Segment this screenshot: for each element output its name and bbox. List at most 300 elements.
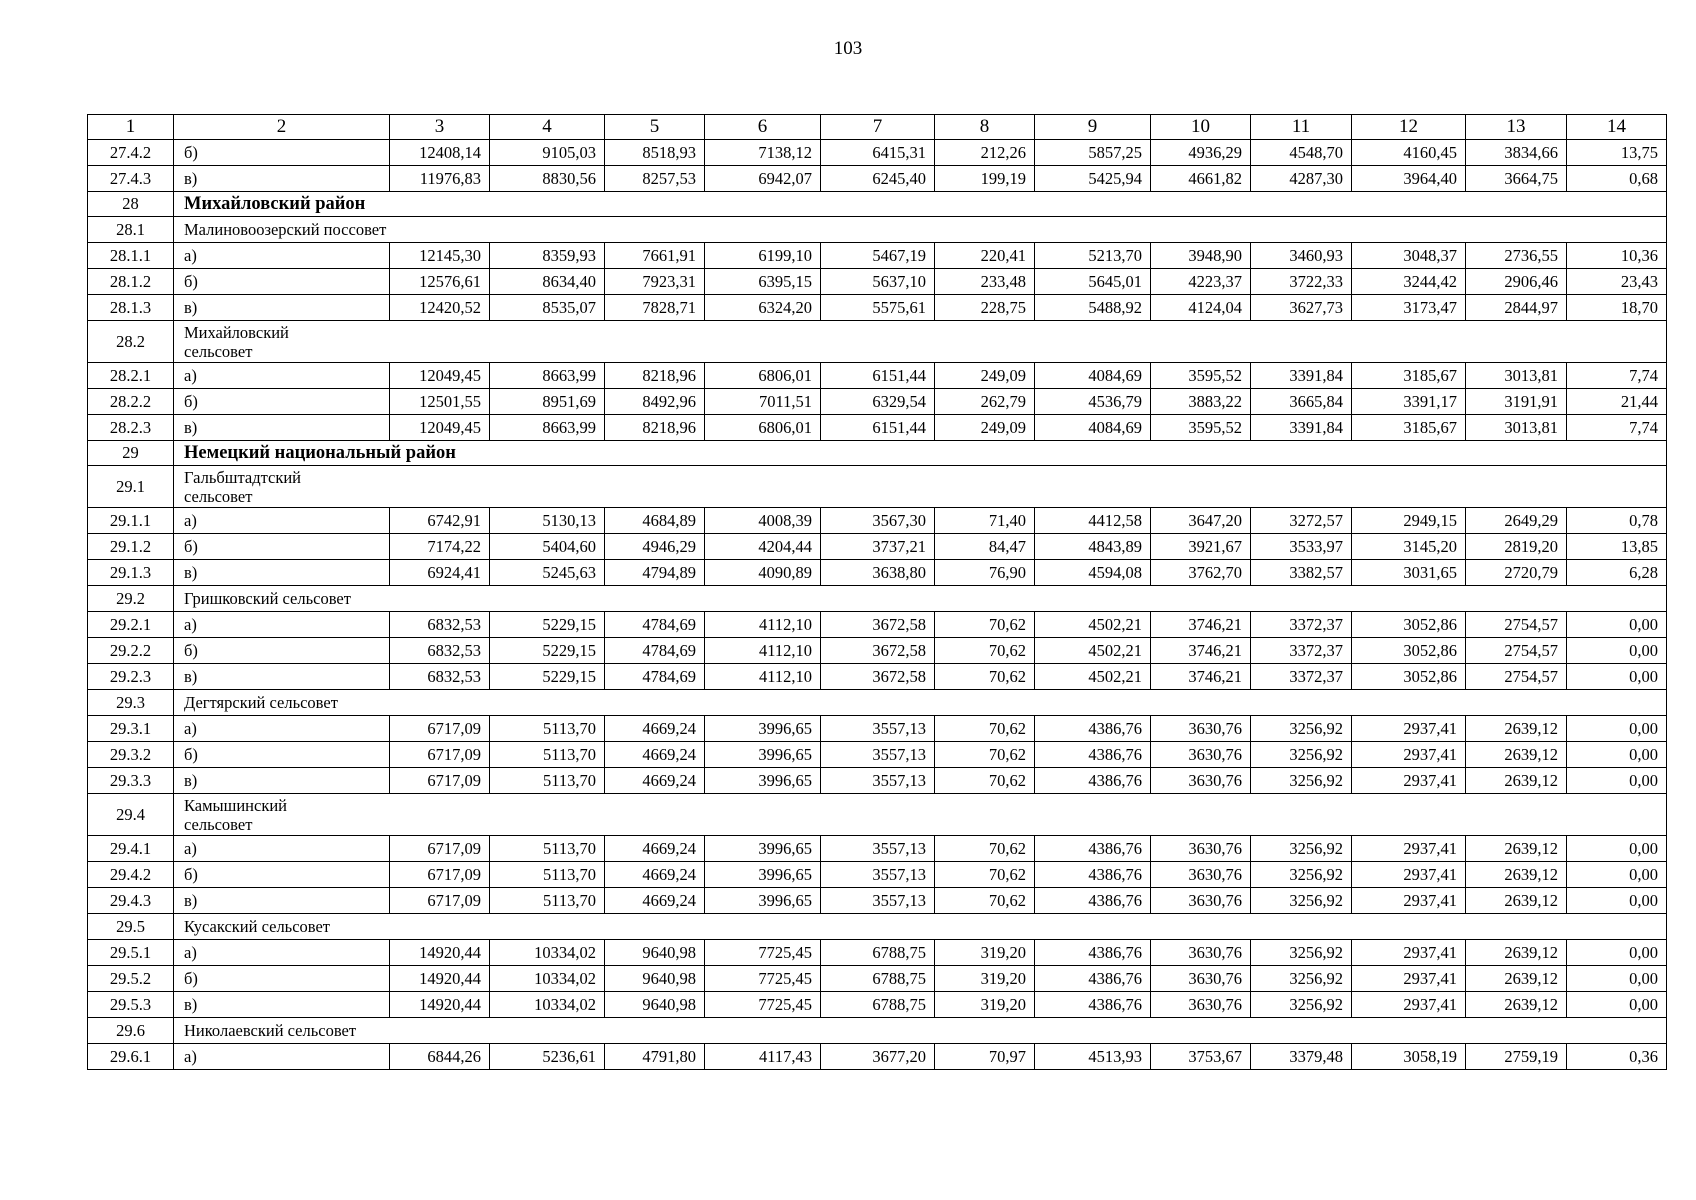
row-value: 319,20 <box>935 992 1035 1018</box>
row-value: 3256,92 <box>1251 888 1352 914</box>
table-row <box>88 243 1667 269</box>
row-value: 70,62 <box>935 612 1035 638</box>
row-value: 2754,57 <box>1466 664 1567 690</box>
row-value: 7725,45 <box>705 940 821 966</box>
row-value: 2639,12 <box>1466 940 1567 966</box>
column-header: 10 <box>1151 115 1251 140</box>
row-value: 2639,12 <box>1466 716 1567 742</box>
row-value: 4386,76 <box>1035 992 1151 1018</box>
column-header: 8 <box>935 115 1035 140</box>
row-code: 29.5.3 <box>88 992 174 1018</box>
row-label: в) <box>174 888 390 914</box>
column-header: 3 <box>390 115 490 140</box>
row-value: 3630,76 <box>1151 742 1251 768</box>
row-value: 4112,10 <box>705 664 821 690</box>
row-value: 10334,02 <box>490 940 605 966</box>
row-value: 5113,70 <box>490 836 605 862</box>
row-code: 28.2.1 <box>88 363 174 389</box>
row-value: 5113,70 <box>490 716 605 742</box>
row-value: 3372,37 <box>1251 664 1352 690</box>
row-value: 4386,76 <box>1035 742 1151 768</box>
row-value: 2639,12 <box>1466 862 1567 888</box>
row-value: 3665,84 <box>1251 389 1352 415</box>
row-code: 29.5.1 <box>88 940 174 966</box>
row-value: 3256,92 <box>1251 862 1352 888</box>
row-label: б) <box>174 534 390 560</box>
subsection-title-line: Михайловский <box>184 322 289 342</box>
row-value: 6717,09 <box>390 888 490 914</box>
row-value: 3058,19 <box>1352 1044 1466 1070</box>
row-value: 2754,57 <box>1466 612 1567 638</box>
row-value: 13,85 <box>1567 534 1667 560</box>
row-value: 3372,37 <box>1251 638 1352 664</box>
row-label: а) <box>174 836 390 862</box>
subsection-title-line: сельсовет <box>184 486 253 506</box>
row-value: 0,00 <box>1567 768 1667 794</box>
row-value: 0,00 <box>1567 940 1667 966</box>
subsection-row <box>88 586 1667 612</box>
row-label: в) <box>174 992 390 1018</box>
row-value: 3391,84 <box>1251 415 1352 441</box>
row-value: 3630,76 <box>1151 966 1251 992</box>
row-label: а) <box>174 243 390 269</box>
row-value: 249,09 <box>935 363 1035 389</box>
subsection-title-line: сельсовет <box>184 341 253 361</box>
row-value: 3996,65 <box>705 862 821 888</box>
row-value: 4784,69 <box>605 638 705 664</box>
row-value: 228,75 <box>935 295 1035 321</box>
column-header: 5 <box>605 115 705 140</box>
row-value: 6832,53 <box>390 638 490 664</box>
row-value: 220,41 <box>935 243 1035 269</box>
subsection-title: Малиновоозерский поссовет <box>174 217 1667 243</box>
row-value: 6717,09 <box>390 768 490 794</box>
row-value: 6151,44 <box>821 415 935 441</box>
row-value: 3746,21 <box>1151 638 1251 664</box>
row-value: 7725,45 <box>705 992 821 1018</box>
row-value: 3256,92 <box>1251 940 1352 966</box>
row-value: 3256,92 <box>1251 716 1352 742</box>
section-code: 28 <box>88 192 174 217</box>
row-value: 7,74 <box>1567 415 1667 441</box>
row-value: 3256,92 <box>1251 768 1352 794</box>
row-code: 29.1.3 <box>88 560 174 586</box>
subsection-row <box>88 1018 1667 1044</box>
row-value: 4513,93 <box>1035 1044 1151 1070</box>
row-value: 4536,79 <box>1035 389 1151 415</box>
row-value: 5229,15 <box>490 664 605 690</box>
row-code: 29.2.3 <box>88 664 174 690</box>
row-value: 5404,60 <box>490 534 605 560</box>
row-value: 2937,41 <box>1352 966 1466 992</box>
row-value: 4287,30 <box>1251 166 1352 192</box>
table-row <box>88 716 1667 742</box>
row-value: 3638,80 <box>821 560 935 586</box>
row-value: 5130,13 <box>490 508 605 534</box>
subsection-title <box>174 794 1667 836</box>
table-row <box>88 836 1667 862</box>
row-value: 2906,46 <box>1466 269 1567 295</box>
row-value: 4502,21 <box>1035 664 1151 690</box>
row-value: 4548,70 <box>1251 140 1352 166</box>
row-value: 3557,13 <box>821 716 935 742</box>
row-value: 2937,41 <box>1352 836 1466 862</box>
row-value: 6924,41 <box>390 560 490 586</box>
row-value: 4936,29 <box>1151 140 1251 166</box>
row-value: 3996,65 <box>705 742 821 768</box>
row-value: 8218,96 <box>605 363 705 389</box>
row-value: 0,00 <box>1567 638 1667 664</box>
row-value: 3672,58 <box>821 612 935 638</box>
row-value: 4502,21 <box>1035 612 1151 638</box>
row-value: 4386,76 <box>1035 862 1151 888</box>
row-value: 3256,92 <box>1251 836 1352 862</box>
row-value: 6329,54 <box>821 389 935 415</box>
page-number: 103 <box>833 38 863 59</box>
row-value: 5245,63 <box>490 560 605 586</box>
row-value: 2639,12 <box>1466 836 1567 862</box>
row-value: 10334,02 <box>490 966 605 992</box>
subsection-code: 28.2 <box>88 321 174 363</box>
subsection-title: Николаевский сельсовет <box>174 1018 1667 1044</box>
row-value: 3013,81 <box>1466 363 1567 389</box>
subsection-title <box>174 321 1667 363</box>
section-row <box>88 441 1667 466</box>
row-value: 6942,07 <box>705 166 821 192</box>
row-value: 6742,91 <box>390 508 490 534</box>
row-value: 5113,70 <box>490 888 605 914</box>
row-value: 70,62 <box>935 836 1035 862</box>
row-value: 71,40 <box>935 508 1035 534</box>
row-value: 2937,41 <box>1352 742 1466 768</box>
row-code: 29.4.2 <box>88 862 174 888</box>
row-value: 3630,76 <box>1151 768 1251 794</box>
row-value: 5425,94 <box>1035 166 1151 192</box>
row-value: 8951,69 <box>490 389 605 415</box>
row-value: 3052,86 <box>1352 664 1466 690</box>
row-value: 3630,76 <box>1151 716 1251 742</box>
row-value: 3557,13 <box>821 742 935 768</box>
row-label: а) <box>174 508 390 534</box>
row-value: 319,20 <box>935 966 1035 992</box>
row-value: 4386,76 <box>1035 966 1151 992</box>
row-value: 2937,41 <box>1352 862 1466 888</box>
subsection-title <box>174 466 1667 508</box>
row-value: 5113,70 <box>490 768 605 794</box>
row-value: 6395,15 <box>705 269 821 295</box>
row-label: б) <box>174 638 390 664</box>
row-value: 3557,13 <box>821 768 935 794</box>
row-value: 3746,21 <box>1151 664 1251 690</box>
row-value: 3595,52 <box>1151 363 1251 389</box>
subsection-row <box>88 321 1667 363</box>
row-value: 4112,10 <box>705 612 821 638</box>
section-title: Михайловский район <box>174 192 1667 217</box>
row-value: 3753,67 <box>1151 1044 1251 1070</box>
row-value: 4124,04 <box>1151 295 1251 321</box>
row-value: 3672,58 <box>821 638 935 664</box>
row-value: 6717,09 <box>390 742 490 768</box>
row-value: 0,68 <box>1567 166 1667 192</box>
row-label: б) <box>174 269 390 295</box>
row-value: 5213,70 <box>1035 243 1151 269</box>
row-value: 70,62 <box>935 768 1035 794</box>
row-value: 4684,89 <box>605 508 705 534</box>
row-value: 0,00 <box>1567 992 1667 1018</box>
table-row <box>88 363 1667 389</box>
row-value: 3557,13 <box>821 862 935 888</box>
row-value: 2949,15 <box>1352 508 1466 534</box>
subsection-row <box>88 466 1667 508</box>
column-header: 1 <box>88 115 174 140</box>
table-row <box>88 1044 1667 1070</box>
row-code: 28.2.2 <box>88 389 174 415</box>
subsection-title-line: сельсовет <box>184 814 253 834</box>
row-value: 8535,07 <box>490 295 605 321</box>
row-code: 29.2.1 <box>88 612 174 638</box>
row-value: 84,47 <box>935 534 1035 560</box>
table-row <box>88 664 1667 690</box>
row-value: 3664,75 <box>1466 166 1567 192</box>
row-value: 4669,24 <box>605 716 705 742</box>
row-value: 6245,40 <box>821 166 935 192</box>
row-value: 212,26 <box>935 140 1035 166</box>
row-value: 2649,29 <box>1466 508 1567 534</box>
row-value: 12420,52 <box>390 295 490 321</box>
column-header: 7 <box>821 115 935 140</box>
row-value: 3052,86 <box>1352 612 1466 638</box>
table-row <box>88 966 1667 992</box>
row-value: 70,62 <box>935 716 1035 742</box>
row-value: 4784,69 <box>605 664 705 690</box>
row-code: 27.4.3 <box>88 166 174 192</box>
table-row <box>88 560 1667 586</box>
row-value: 70,62 <box>935 638 1035 664</box>
row-value: 5229,15 <box>490 638 605 664</box>
row-value: 4669,24 <box>605 836 705 862</box>
table-row <box>88 862 1667 888</box>
row-value: 2736,55 <box>1466 243 1567 269</box>
row-value: 23,43 <box>1567 269 1667 295</box>
row-label: б) <box>174 966 390 992</box>
table-body <box>88 115 1667 1070</box>
row-value: 3996,65 <box>705 768 821 794</box>
row-value: 4386,76 <box>1035 716 1151 742</box>
row-label: в) <box>174 560 390 586</box>
row-value: 3533,97 <box>1251 534 1352 560</box>
row-value: 3595,52 <box>1151 415 1251 441</box>
row-value: 3996,65 <box>705 888 821 914</box>
row-value: 5488,92 <box>1035 295 1151 321</box>
row-value: 0,00 <box>1567 862 1667 888</box>
subsection-code: 29.2 <box>88 586 174 612</box>
row-value: 3185,67 <box>1352 415 1466 441</box>
row-value: 5575,61 <box>821 295 935 321</box>
row-value: 3031,65 <box>1352 560 1466 586</box>
row-value: 8663,99 <box>490 415 605 441</box>
row-value: 3630,76 <box>1151 836 1251 862</box>
table-row <box>88 888 1667 914</box>
row-label: в) <box>174 166 390 192</box>
tariff-table <box>87 114 1667 1070</box>
row-label: а) <box>174 940 390 966</box>
row-value: 4386,76 <box>1035 768 1151 794</box>
row-value: 319,20 <box>935 940 1035 966</box>
row-value: 4084,69 <box>1035 415 1151 441</box>
row-code: 28.1.2 <box>88 269 174 295</box>
row-value: 70,62 <box>935 742 1035 768</box>
row-value: 8218,96 <box>605 415 705 441</box>
section-code: 29 <box>88 441 174 466</box>
row-value: 6717,09 <box>390 862 490 888</box>
row-label: б) <box>174 140 390 166</box>
row-value: 3173,47 <box>1352 295 1466 321</box>
table-row <box>88 612 1667 638</box>
row-value: 6717,09 <box>390 716 490 742</box>
row-value: 5645,01 <box>1035 269 1151 295</box>
row-value: 0,00 <box>1567 664 1667 690</box>
row-value: 7828,71 <box>605 295 705 321</box>
subsection-code: 29.5 <box>88 914 174 940</box>
row-value: 3567,30 <box>821 508 935 534</box>
row-value: 0,00 <box>1567 742 1667 768</box>
row-value: 2639,12 <box>1466 742 1567 768</box>
row-value: 21,44 <box>1567 389 1667 415</box>
row-value: 0,78 <box>1567 508 1667 534</box>
row-code: 27.4.2 <box>88 140 174 166</box>
row-value: 3746,21 <box>1151 612 1251 638</box>
row-value: 3048,37 <box>1352 243 1466 269</box>
row-code: 28.1.1 <box>88 243 174 269</box>
row-value: 5637,10 <box>821 269 935 295</box>
row-value: 5857,25 <box>1035 140 1151 166</box>
table-row <box>88 269 1667 295</box>
row-value: 4117,43 <box>705 1044 821 1070</box>
row-value: 3677,20 <box>821 1044 935 1070</box>
row-value: 18,70 <box>1567 295 1667 321</box>
row-label: в) <box>174 768 390 794</box>
row-value: 3737,21 <box>821 534 935 560</box>
row-value: 3272,57 <box>1251 508 1352 534</box>
row-value: 12145,30 <box>390 243 490 269</box>
row-label: а) <box>174 1044 390 1070</box>
row-value: 4669,24 <box>605 768 705 794</box>
row-value: 3391,84 <box>1251 363 1352 389</box>
row-value: 4204,44 <box>705 534 821 560</box>
subsection-title: Гришковский сельсовет <box>174 586 1667 612</box>
column-header-row <box>88 115 1667 140</box>
subsection-code: 28.1 <box>88 217 174 243</box>
row-value: 8359,93 <box>490 243 605 269</box>
subsection-title: Кусакский сельсовет <box>174 914 1667 940</box>
row-value: 70,97 <box>935 1044 1035 1070</box>
row-value: 3672,58 <box>821 664 935 690</box>
row-value: 3883,22 <box>1151 389 1251 415</box>
row-value: 10,36 <box>1567 243 1667 269</box>
row-value: 9640,98 <box>605 940 705 966</box>
row-value: 5467,19 <box>821 243 935 269</box>
row-label: б) <box>174 389 390 415</box>
subsection-title-line: Гальбштадтский <box>184 467 301 487</box>
row-code: 29.2.2 <box>88 638 174 664</box>
row-value: 4084,69 <box>1035 363 1151 389</box>
row-value: 0,00 <box>1567 836 1667 862</box>
row-value: 10334,02 <box>490 992 605 1018</box>
row-value: 6806,01 <box>705 415 821 441</box>
row-value: 2639,12 <box>1466 992 1567 1018</box>
row-value: 3996,65 <box>705 716 821 742</box>
row-value: 5113,70 <box>490 742 605 768</box>
row-value: 7725,45 <box>705 966 821 992</box>
table-row <box>88 166 1667 192</box>
row-value: 7138,12 <box>705 140 821 166</box>
row-label: б) <box>174 862 390 888</box>
row-value: 0,00 <box>1567 612 1667 638</box>
row-code: 29.3.3 <box>88 768 174 794</box>
row-value: 4784,69 <box>605 612 705 638</box>
row-value: 5113,70 <box>490 862 605 888</box>
column-header: 12 <box>1352 115 1466 140</box>
row-value: 3921,67 <box>1151 534 1251 560</box>
row-value: 4669,24 <box>605 742 705 768</box>
table-row <box>88 742 1667 768</box>
row-value: 4669,24 <box>605 862 705 888</box>
row-value: 9640,98 <box>605 966 705 992</box>
row-value: 3722,33 <box>1251 269 1352 295</box>
row-value: 3557,13 <box>821 836 935 862</box>
section-row <box>88 192 1667 217</box>
table-row <box>88 295 1667 321</box>
row-value: 4843,89 <box>1035 534 1151 560</box>
row-value: 8830,56 <box>490 166 605 192</box>
row-value: 2639,12 <box>1466 768 1567 794</box>
table-row <box>88 992 1667 1018</box>
row-value: 5236,61 <box>490 1044 605 1070</box>
row-value: 2844,97 <box>1466 295 1567 321</box>
row-value: 11976,83 <box>390 166 490 192</box>
row-value: 9105,03 <box>490 140 605 166</box>
table-row <box>88 415 1667 441</box>
row-value: 6324,20 <box>705 295 821 321</box>
row-label: в) <box>174 664 390 690</box>
row-value: 3630,76 <box>1151 992 1251 1018</box>
row-value: 8518,93 <box>605 140 705 166</box>
row-value: 3834,66 <box>1466 140 1567 166</box>
row-value: 2937,41 <box>1352 888 1466 914</box>
row-value: 6415,31 <box>821 140 935 166</box>
section-title: Немецкий национальный район <box>174 441 1667 466</box>
subsection-row <box>88 794 1667 836</box>
row-value: 2639,12 <box>1466 888 1567 914</box>
row-value: 3630,76 <box>1151 862 1251 888</box>
row-value: 3996,65 <box>705 836 821 862</box>
row-value: 2639,12 <box>1466 966 1567 992</box>
row-value: 3185,67 <box>1352 363 1466 389</box>
subsection-title: Дегтярский сельсовет <box>174 690 1667 716</box>
row-value: 4502,21 <box>1035 638 1151 664</box>
row-value: 262,79 <box>935 389 1035 415</box>
row-value: 4594,08 <box>1035 560 1151 586</box>
row-value: 8663,99 <box>490 363 605 389</box>
row-code: 29.4.3 <box>88 888 174 914</box>
row-value: 3627,73 <box>1251 295 1352 321</box>
row-value: 4412,58 <box>1035 508 1151 534</box>
row-value: 12576,61 <box>390 269 490 295</box>
row-value: 2937,41 <box>1352 992 1466 1018</box>
row-value: 2819,20 <box>1466 534 1567 560</box>
row-value: 3460,93 <box>1251 243 1352 269</box>
row-value: 3256,92 <box>1251 742 1352 768</box>
